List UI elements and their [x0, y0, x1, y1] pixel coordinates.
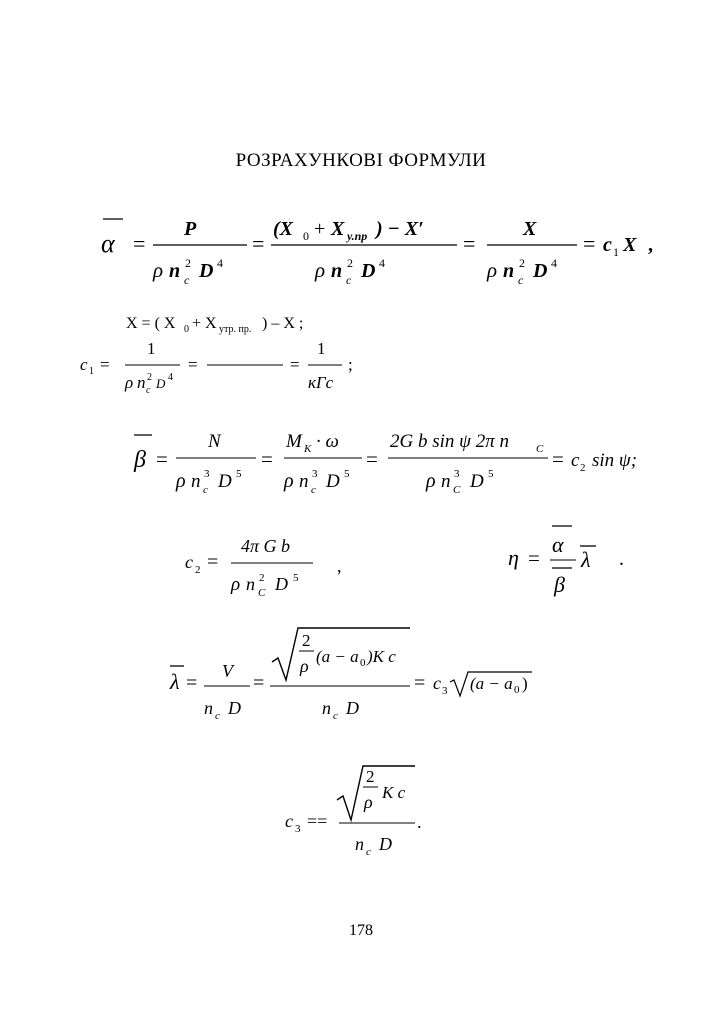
svg-text:==: ==: [307, 811, 328, 831]
svg-text:D: D: [326, 471, 340, 492]
svg-text:0: 0: [303, 229, 309, 243]
page-number: 178: [349, 922, 373, 939]
svg-text:c: c: [366, 846, 371, 858]
svg-text:α: α: [552, 532, 564, 557]
svg-text:2: 2: [195, 564, 201, 576]
svg-text:3: 3: [454, 468, 460, 480]
svg-text:0: 0: [360, 657, 366, 669]
svg-text:=: =: [261, 447, 273, 471]
svg-text:=: =: [552, 447, 564, 471]
svg-text:c: c: [603, 234, 612, 256]
svg-text:=: =: [207, 551, 219, 573]
svg-text:η: η: [508, 545, 519, 570]
svg-text:2: 2: [347, 256, 353, 270]
svg-text:=: =: [290, 355, 300, 374]
svg-text:=: =: [188, 355, 198, 374]
svg-text:+ X: + X: [192, 315, 217, 332]
svg-text:ρ: ρ: [426, 470, 436, 492]
svg-text:3: 3: [295, 823, 301, 835]
svg-text:ρ: ρ: [284, 470, 294, 492]
formula-eta: [508, 520, 638, 600]
svg-text:D: D: [228, 698, 241, 718]
svg-text:X: X: [331, 218, 345, 240]
svg-text:c: c: [185, 552, 193, 572]
svg-text:n: n: [503, 260, 515, 282]
svg-text:C: C: [536, 443, 544, 455]
svg-text:2: 2: [366, 767, 375, 786]
svg-text:,: ,: [648, 234, 653, 256]
svg-text:=: =: [366, 447, 378, 471]
svg-text:β: β: [554, 572, 565, 597]
svg-text:n: n: [355, 834, 364, 854]
svg-text:2: 2: [259, 572, 265, 584]
svg-text:ρ: ρ: [125, 373, 134, 392]
svg-text:ρ: ρ: [364, 792, 373, 812]
svg-text:2: 2: [302, 631, 311, 650]
svg-text:X: X: [523, 218, 537, 240]
svg-text:X = ( X: X = ( X: [126, 315, 176, 332]
formula-c2: [185, 528, 365, 598]
svg-text:C: C: [258, 587, 266, 599]
svg-text:ρ: ρ: [487, 258, 498, 282]
svg-text:=: =: [100, 355, 110, 374]
svg-text:) − X′: ) − X′: [376, 218, 424, 240]
svg-text:4: 4: [551, 256, 557, 270]
svg-text:;: ;: [348, 355, 353, 374]
svg-text:λ: λ: [581, 547, 591, 572]
svg-text:N: N: [208, 431, 221, 452]
svg-text:c: c: [203, 484, 208, 496]
svg-text:ρ: ρ: [300, 656, 309, 676]
svg-text:1: 1: [317, 339, 326, 358]
svg-text:K c: K c: [382, 783, 406, 802]
formula-beta: [128, 425, 668, 505]
svg-text:n: n: [191, 471, 201, 492]
svg-text:c: c: [333, 710, 338, 722]
svg-text:=: =: [133, 231, 146, 256]
svg-text:.: .: [619, 548, 624, 570]
svg-text:n: n: [322, 698, 331, 718]
svg-text:c: c: [433, 673, 441, 693]
svg-text:n: n: [441, 471, 451, 492]
svg-text:V: V: [222, 661, 233, 681]
svg-text:ρ: ρ: [315, 258, 326, 282]
svg-text:5: 5: [344, 468, 350, 480]
svg-text:ρ: ρ: [231, 574, 241, 595]
svg-text:): ): [522, 674, 528, 693]
svg-text:утр. пр.: утр. пр.: [219, 324, 252, 335]
svg-text:.: .: [417, 812, 422, 832]
formula-c1: [80, 334, 380, 404]
svg-text:=: =: [156, 447, 168, 471]
svg-text:D: D: [470, 471, 484, 492]
svg-text:c: c: [311, 484, 316, 496]
svg-text:c: c: [80, 355, 88, 374]
formula-c3: [285, 760, 455, 860]
svg-text:) – X ;: ) – X ;: [262, 315, 304, 332]
svg-text:1: 1: [147, 339, 156, 358]
svg-text:2G b sin ψ 2π n: 2G b sin ψ 2π n: [390, 431, 509, 452]
svg-text:3: 3: [442, 685, 448, 697]
svg-text:=: =: [414, 672, 426, 694]
svg-text:3: 3: [204, 468, 210, 480]
svg-text:P: P: [184, 218, 197, 240]
svg-text:0: 0: [184, 324, 189, 335]
svg-text:c: c: [571, 450, 580, 471]
svg-text:=: =: [252, 231, 265, 256]
svg-text:c: c: [346, 273, 352, 287]
svg-text:X: X: [623, 234, 637, 256]
svg-text:1: 1: [89, 366, 94, 377]
svg-text:кГс: кГс: [308, 373, 334, 392]
beta-symbol: β: [134, 447, 146, 473]
svg-text:n: n: [331, 260, 343, 282]
svg-text:4π G b: 4π G b: [241, 536, 291, 556]
svg-text:n: n: [137, 373, 146, 392]
svg-text:(a − a: (a − a: [470, 674, 513, 693]
svg-text:c: c: [146, 385, 151, 396]
svg-text:=: =: [583, 231, 596, 256]
svg-text:K: K: [304, 443, 312, 455]
svg-text:у.пр: у.пр: [347, 229, 368, 243]
svg-text:n: n: [204, 698, 213, 718]
svg-text:D: D: [199, 260, 214, 282]
alpha-symbol: α: [101, 229, 115, 258]
svg-text:ρ: ρ: [153, 258, 164, 282]
svg-text:M: M: [286, 431, 302, 452]
page-title: РОЗРАХУНКОВІ ФОРМУЛИ: [235, 150, 487, 171]
svg-text:1: 1: [613, 245, 619, 259]
svg-text:ρ: ρ: [176, 470, 186, 492]
svg-text:D: D: [346, 698, 359, 718]
svg-text:sin ψ;: sin ψ;: [592, 450, 638, 471]
svg-text:n: n: [169, 260, 181, 282]
svg-text:5: 5: [488, 468, 494, 480]
svg-text:(X: (X: [273, 218, 293, 240]
svg-text:n: n: [246, 574, 255, 594]
svg-text:n: n: [299, 471, 309, 492]
svg-text:)K c: )K c: [367, 647, 396, 666]
svg-text:=: =: [253, 672, 265, 694]
svg-text:4: 4: [168, 372, 173, 383]
svg-text:0: 0: [514, 684, 520, 696]
svg-text:D: D: [275, 574, 288, 594]
svg-text:4: 4: [217, 256, 223, 270]
formula-alpha: [95, 205, 675, 295]
svg-text:D: D: [533, 260, 548, 282]
svg-text:2: 2: [147, 372, 152, 383]
svg-text:=: =: [186, 672, 198, 694]
svg-text:D: D: [218, 471, 232, 492]
svg-text:D: D: [379, 834, 392, 854]
svg-text:c: c: [184, 273, 190, 287]
svg-text:+: +: [314, 218, 326, 240]
svg-text:D: D: [361, 260, 376, 282]
svg-text:4: 4: [379, 256, 385, 270]
svg-text:c: c: [518, 273, 524, 287]
svg-text:λ: λ: [170, 669, 180, 694]
svg-text:c: c: [215, 710, 220, 722]
svg-text:2: 2: [185, 256, 191, 270]
svg-text:2: 2: [519, 256, 525, 270]
svg-text:5: 5: [236, 468, 242, 480]
svg-text:,: ,: [337, 556, 342, 576]
svg-text:5: 5: [293, 572, 299, 584]
svg-text:D: D: [156, 376, 166, 391]
svg-text:=: =: [463, 231, 476, 256]
svg-text:2: 2: [580, 462, 586, 474]
formula-lambda: [166, 620, 546, 730]
svg-text:c: c: [285, 811, 293, 831]
svg-text:· ω: · ω: [316, 431, 339, 452]
svg-text:C: C: [453, 484, 461, 496]
svg-text:(a − a: (a − a: [316, 647, 359, 666]
svg-text:3: 3: [312, 468, 318, 480]
svg-text:=: =: [528, 546, 540, 570]
